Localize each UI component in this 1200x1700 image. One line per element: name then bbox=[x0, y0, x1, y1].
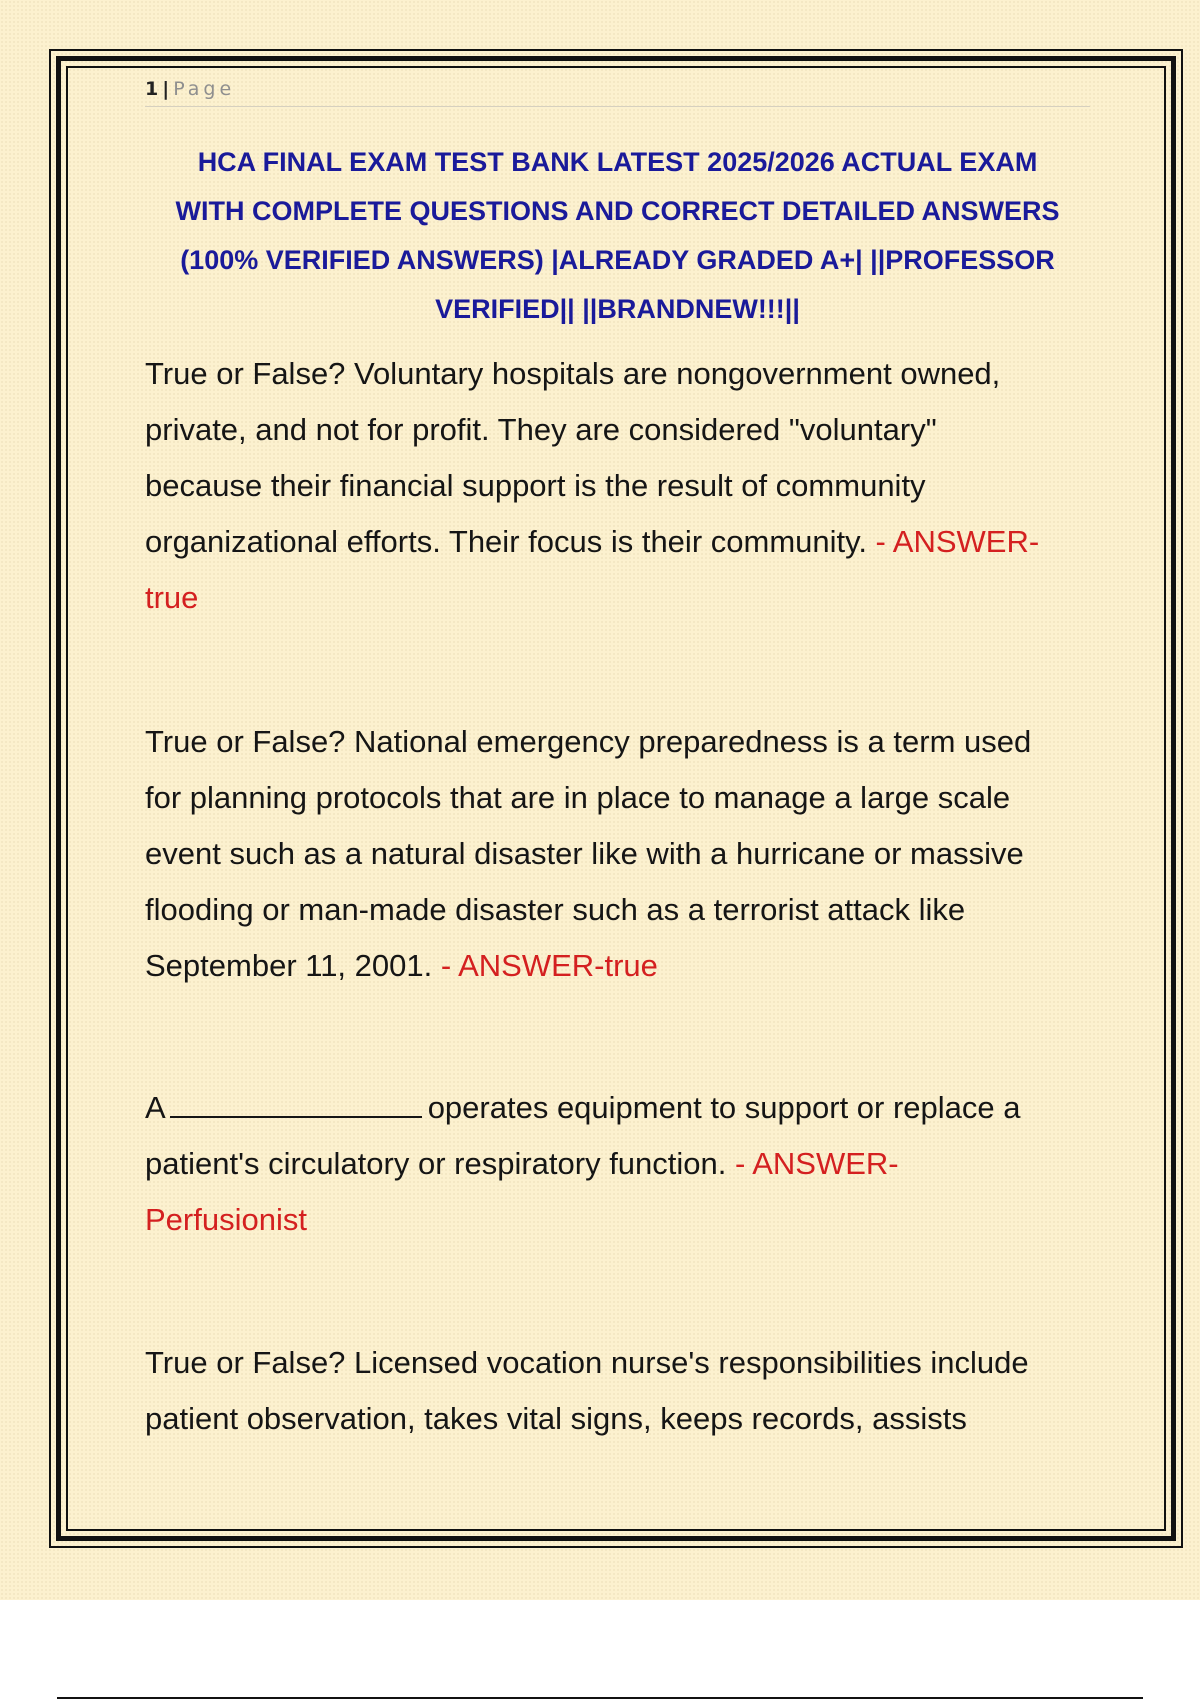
answer-text: - ANSWER-true bbox=[432, 948, 658, 983]
question-text-line: because their financial support is the result of community bbox=[145, 468, 926, 503]
page-header bbox=[145, 74, 1090, 107]
question-4 bbox=[145, 1335, 1090, 1447]
answer-label: - ANSWER- bbox=[726, 1146, 899, 1181]
document-title bbox=[145, 138, 1090, 334]
question-text-line: private, and not for profit. They are considered "voluntary" bbox=[145, 412, 937, 447]
question-text-line: for planning protocols that are in place to manage a large scale bbox=[145, 780, 1011, 815]
question-1 bbox=[145, 346, 1090, 626]
question-text-line bbox=[145, 938, 1090, 994]
title-line: VERIFIED|| ||BRANDNEW!!!|| bbox=[435, 294, 800, 324]
answer-text: true bbox=[145, 580, 199, 615]
question-2 bbox=[145, 714, 1090, 994]
question-text-line: True or False? Voluntary hospitals are nongovernment owned, bbox=[145, 356, 1001, 391]
question-text-line: True or False? National emergency preparedness is a term used bbox=[145, 724, 1032, 759]
answer-text: Perfusionist bbox=[145, 1202, 307, 1237]
question-text-line bbox=[145, 1136, 1090, 1192]
question-text-line: flooding or man-made disaster such as a terrorist attack like bbox=[145, 892, 966, 927]
question-text-line: patient observation, takes vital signs, keeps records, assists bbox=[145, 1401, 967, 1436]
page-number: 1 bbox=[145, 78, 159, 100]
next-page-top-rule bbox=[57, 1697, 1143, 1699]
question-text-line bbox=[145, 1080, 1090, 1136]
title-line: HCA FINAL EXAM TEST BANK LATEST 2025/2026 ACTUAL EXAM bbox=[197, 147, 1038, 177]
question-text: operates equipment to support or replace a bbox=[427, 1090, 1021, 1125]
question-3 bbox=[145, 1080, 1090, 1248]
page-label: Page bbox=[173, 78, 236, 100]
question-text-line: event such as a natural disaster like with a hurricane or massive bbox=[145, 836, 1024, 871]
question-text: patient's circulatory or respiratory function. bbox=[145, 1146, 727, 1181]
title-line: WITH COMPLETE QUESTIONS AND CORRECT DETAILED ANSWERS bbox=[175, 196, 1060, 226]
question-text: A bbox=[145, 1090, 166, 1125]
question-text-line: True or False? Licensed vocation nurse's responsibilities include bbox=[145, 1345, 1029, 1380]
page-header-separator: | bbox=[162, 78, 170, 100]
question-text: organizational efforts. Their focus is their community. bbox=[145, 524, 867, 559]
question-text: September 11, 2001. bbox=[145, 948, 433, 983]
title-line: (100% VERIFIED ANSWERS) |ALREADY GRADED A+| ||PROFESSOR bbox=[180, 245, 1055, 275]
fill-in-blank bbox=[170, 1086, 422, 1118]
question-text-line bbox=[145, 514, 1090, 570]
answer-label: - ANSWER- bbox=[866, 524, 1040, 559]
